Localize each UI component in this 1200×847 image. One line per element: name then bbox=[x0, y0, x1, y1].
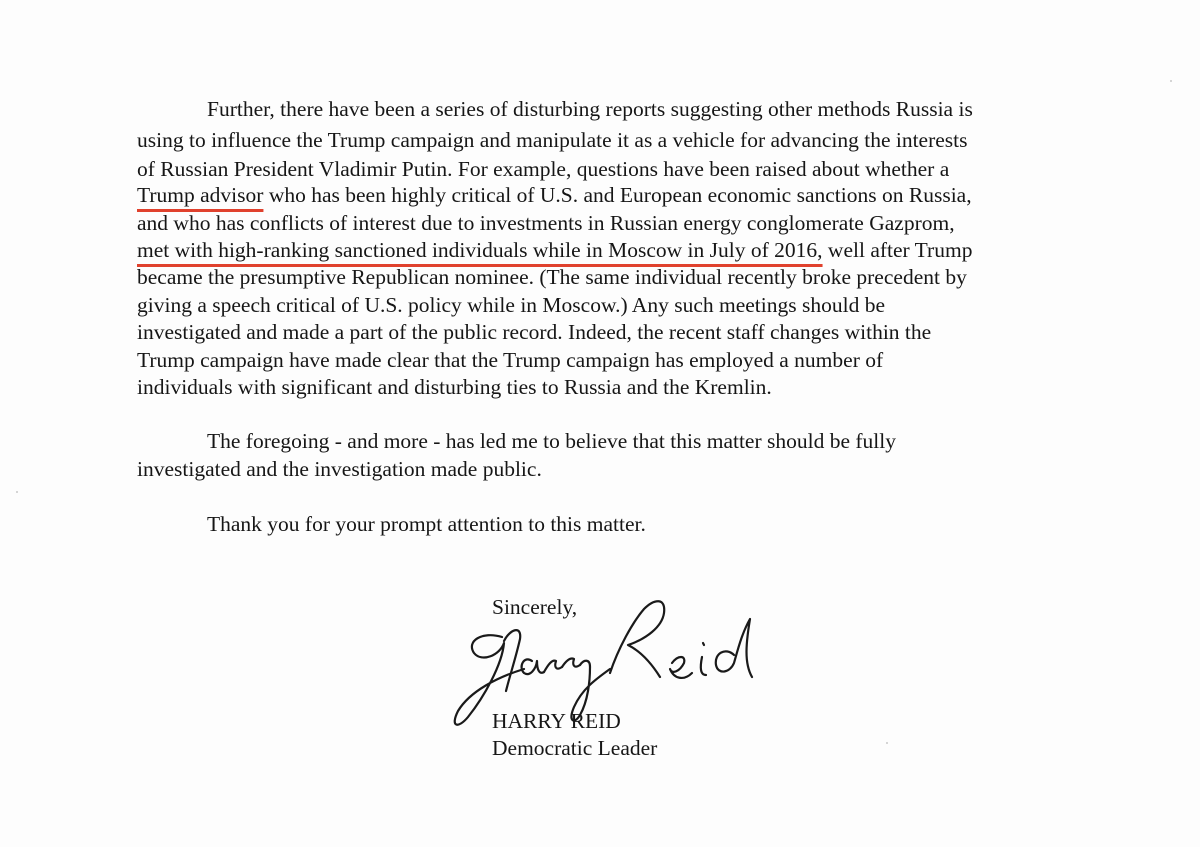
paragraph1-line4 bbox=[137, 182, 972, 208]
paragraph1-line3: of Russian President Vladimir Putin. For example, questions have been raised about whether a bbox=[137, 157, 950, 181]
paragraph1-line9: investigated and made a part of the public record. Indeed, the recent staff changes within the bbox=[137, 320, 932, 344]
paragraph1-line1: Further, there have been a series of disturbing reports suggesting other methods Russia is bbox=[207, 97, 973, 121]
highlight-trump-advisor: Trump advisor bbox=[137, 183, 264, 207]
paragraph1-line10: Trump campaign have made clear that the Trump campaign has employed a number of bbox=[137, 348, 884, 372]
scan-speck bbox=[886, 742, 888, 744]
paragraph1-line5: and who has conflicts of interest due to investments in Russian energy conglomerate Gazprom, bbox=[137, 211, 955, 235]
paragraph1-line6 bbox=[137, 237, 972, 263]
scan-speck bbox=[1170, 80, 1172, 82]
paragraph1-line7: became the presumptive Republican nominee. (The same individual recently broke precedent by bbox=[137, 265, 967, 289]
paragraph1-line6-rest: well after Trump bbox=[822, 238, 973, 262]
paragraph3-line1: Thank you for your prompt attention to this matter. bbox=[207, 512, 646, 536]
paragraph1-line4-rest: who has been highly critical of U.S. and European economic sanctions on Russia, bbox=[263, 183, 972, 207]
paragraph2-line1: The foregoing - and more - has led me to believe that this matter should be fully bbox=[207, 429, 896, 453]
paragraph2-line2: investigated and the investigation made public. bbox=[137, 457, 542, 481]
paragraph1-line8: giving a speech critical of U.S. policy while in Moscow.) Any such meetings should be bbox=[137, 293, 885, 317]
closing-salutation: Sincerely, bbox=[492, 595, 578, 619]
signer-name: HARRY REID bbox=[492, 709, 621, 733]
scan-speck bbox=[16, 491, 18, 493]
paragraph1-line2: using to influence the Trump campaign and manipulate it as a vehicle for advancing the interests bbox=[137, 128, 968, 152]
signer-title: Democratic Leader bbox=[492, 736, 658, 760]
highlight-moscow-meeting: met with high-ranking sanctioned individuals while in Moscow in July of 2016, bbox=[137, 238, 823, 262]
paragraph1-line11: individuals with significant and disturbing ties to Russia and the Kremlin. bbox=[137, 375, 772, 399]
